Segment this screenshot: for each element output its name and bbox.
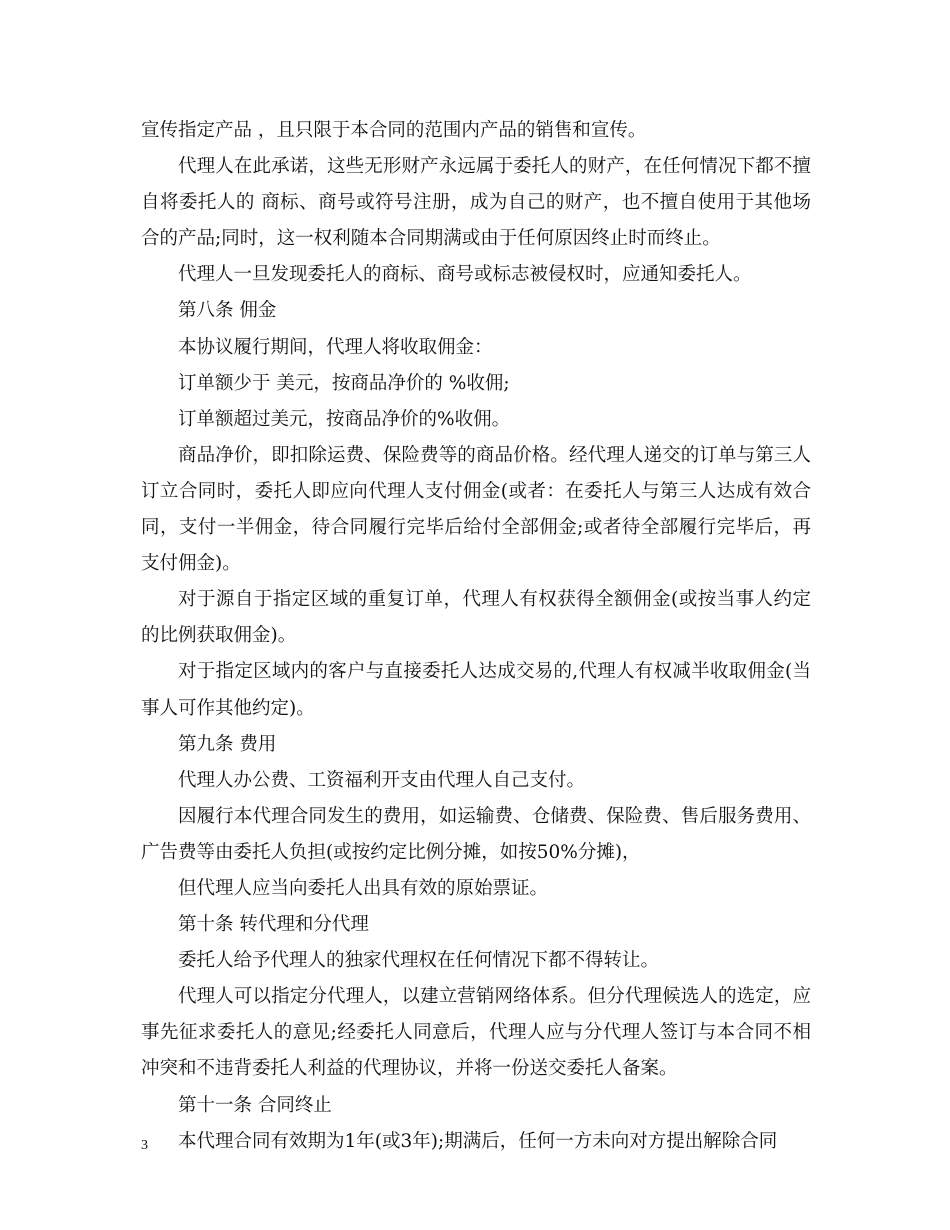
paragraph: 但代理人应当向委托人出具有效的原始票证。 [178, 877, 549, 899]
paragraph: 因履行本代理合同发生的费用，如运输费、仓储费、保险费、售后服务费用、广告费等由委托人负担(或按约定比例分摊，如按50%分摊)， [141, 805, 811, 863]
paragraph: 代理人一旦发现委托人的商标、商号或标志被侵权时，应通知委托人。 [178, 264, 752, 286]
paragraph: 对于指定区域内的客户与直接委托人达成交易的,代理人有权减半收取佣金(当事人可作其他约定)。 [141, 661, 811, 719]
paragraph: 本协议履行期间，代理人将收取佣金： [178, 336, 493, 358]
paragraph: 代理人办公费、工资福利开支由代理人自己支付。 [178, 769, 586, 791]
section-heading-article-10: 第十条 转代理和分代理 [178, 914, 369, 936]
contract-body [141, 113, 811, 1160]
section-heading-article-8: 第八条 佣金 [178, 300, 277, 322]
paragraph: 代理人可以指定分代理人，以建立营销网络体系。但分代理候选人的选定，应事先征求委托人的意见;经委托人同意后，代理人应与分代理人签订与本合同不相冲突和不违背委托人利益的代理协议，并将一份送交委托人备案。 [141, 986, 811, 1080]
section-heading-article-9: 第九条 费用 [178, 733, 277, 755]
paragraph: 本代理合同有效期为1年(或3年);期满后，任何一方未向对方提出解除合同 [178, 1130, 778, 1152]
paragraph: 商品净价，即扣除运费、保险费等的商品价格。经代理人递交的订单与第三人订立合同时，委托人即应向代理人支付佣金(或者：在委托人与第三人达成有效合同，支付一半佣金，待合同履行完毕后给付全部佣金;或者待全部履行完毕后，再支付佣金)。 [141, 444, 811, 575]
section-heading-article-11: 第十一条 合同终止 [178, 1094, 332, 1116]
paragraph: 宣传指定产品 ，且只限于本合同的范围内产品的销售和宣传。 [141, 120, 647, 141]
paragraph: 委托人给予代理人的独家代理权在任何情况下都不得转让。 [178, 950, 660, 972]
page-number: 3 [141, 1138, 148, 1153]
paragraph: 对于源自于指定区域的重复订单，代理人有权获得全额佣金(或按当事人约定的比例获取佣金)。 [141, 589, 811, 647]
paragraph: 代理人在此承诺，这些无形财产永远属于委托人的财产，在任何情况下都不擅自将委托人的 商标、商号或符号注册，成为自己的财产，也不擅自使用于其他场合的产品;同时，这一权利随本合同期满或由于任何原因终止时而终止。 [141, 156, 811, 250]
paragraph: 订单额超过美元，按商品净价的%收佣。 [178, 408, 511, 430]
paragraph: 订单额少于 美元，按商品净价的 %收佣; [178, 372, 510, 394]
